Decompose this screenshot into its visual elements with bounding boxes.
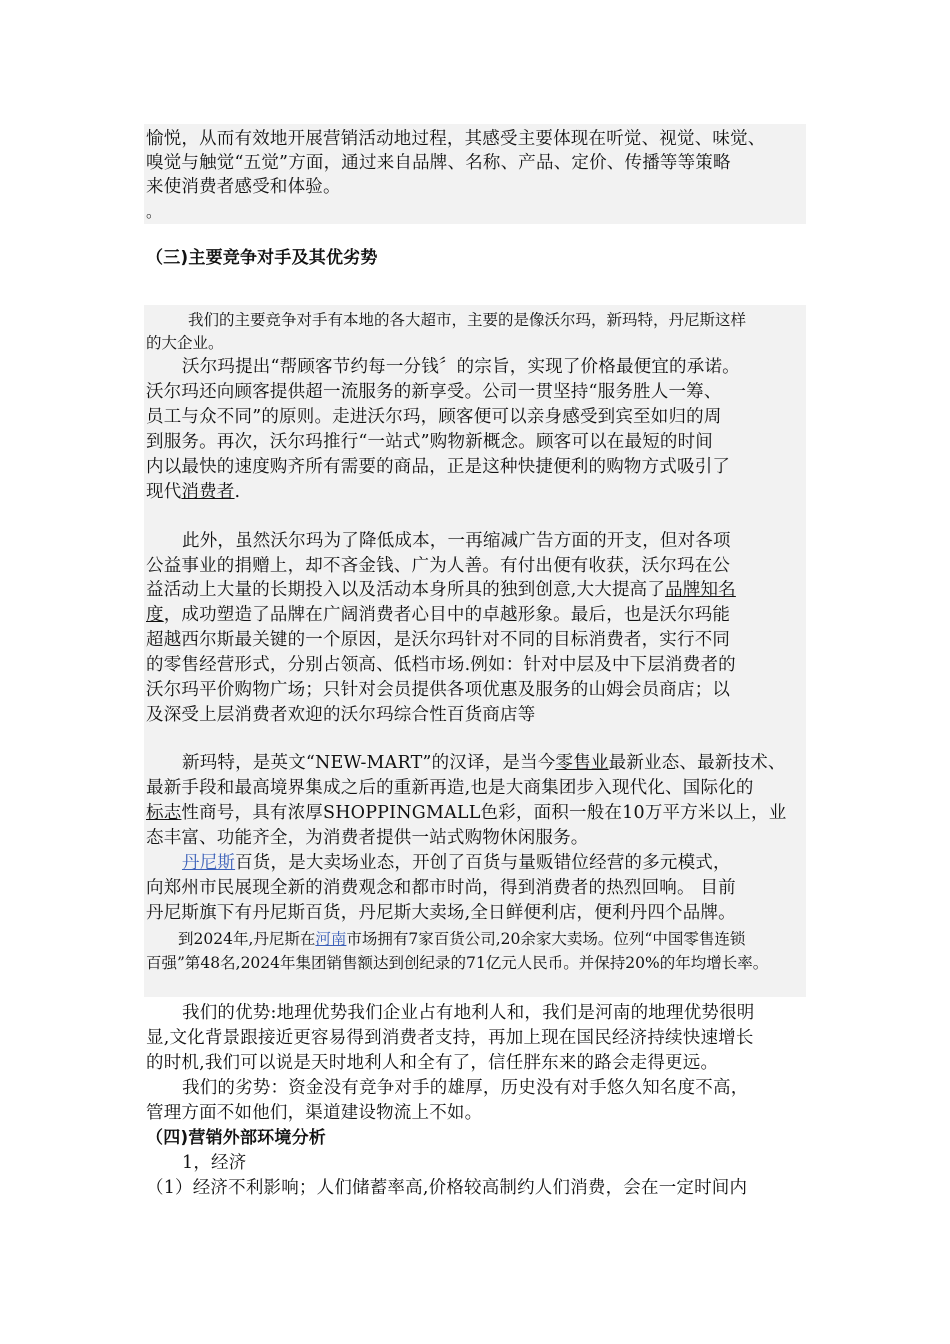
- walmart-text: .: [234, 482, 241, 502]
- disadvantages-line: 管理方面不如他们，渠道建设物流上不如。: [146, 1103, 483, 1123]
- dennis-text: 百货，是大卖场业态，开创了百货与量贩错位经营的多元模式，: [235, 853, 731, 873]
- walmart2-text: 益活动上大量的长期投入以及活动本身所具的独到创意,大大提高了: [146, 580, 666, 600]
- walmart2-line: 此外，虽然沃尔玛为了降低成本，一再缩减广告方面的开支，但对各项: [182, 531, 731, 551]
- economy-title: 1，经济: [182, 1153, 247, 1173]
- walmart-line: 沃尔玛提出“帮顾客节约每一分钱〞的宗旨，实现了价格最便宜的承诺。: [182, 357, 740, 377]
- walmart-line: [146, 480, 240, 504]
- walmart2-line: 及深受上层消费者欢迎的沃尔玛综合性百货商店等: [146, 705, 536, 725]
- newmart-text: 新玛特，是英文“NEW-MART”的汉译，是当今: [182, 753, 556, 773]
- logo-link[interactable]: 标志: [146, 803, 182, 823]
- newmart-line: 最新手段和最高境界集成之后的重新再造,也是大商集团步入现代化、国际化的: [146, 778, 754, 798]
- newmart-text: 性商号，具有浓厚SHOPPINGMALL色彩，面积一般在10万平方米以上，业: [181, 803, 787, 823]
- dennis-line: [178, 927, 745, 951]
- retail-link[interactable]: 零售业: [555, 753, 609, 773]
- newmart-text: 最新业态、最新技术、: [608, 753, 786, 773]
- advantages-line: 显,文化背景跟接近更容易得到消费者支持，再加上现在国民经济持续快速增长: [146, 1028, 754, 1048]
- brand-awareness-link[interactable]: 品牌知名: [665, 580, 736, 600]
- dennis-text: 市场拥有7家百货公司,20余家大卖场。位列“中国零售连锁: [346, 930, 746, 948]
- walmart2-line: 的零售经营形式，分别占领高、低档市场.例如：针对中层及中下层消费者的: [146, 655, 736, 675]
- section-heading-competitors: （三)主要竞争对手及其优劣势: [146, 248, 378, 268]
- competitors-intro-line: 我们的主要竞争对手有本地的各大超市，主要的是像沃尔玛，新玛特，丹尼斯这样: [188, 311, 747, 329]
- intro-line: 愉悦，从而有效地开展营销活动地过程，其感受主要体现在听觉、视觉、味觉、: [146, 129, 766, 149]
- henan-link[interactable]: 河南: [315, 930, 347, 948]
- walmart2-line: 沃尔玛平价购物广场；只针对会员提供各项优惠及服务的山姆会员商店；以: [146, 680, 731, 700]
- disadvantages-line: 我们的劣势：资金没有竞争对手的雄厚，历史没有对手悠久知名度不高，: [182, 1078, 749, 1098]
- walmart-line: 沃尔玛还向顾客提供超一流服务的新享受。公司一贯坚持“服务胜人一筹、: [146, 382, 722, 402]
- competitors-intro-line: 的大企业。: [146, 334, 224, 352]
- dennis-line: [182, 851, 731, 875]
- newmart-line: 态丰富、功能齐全，为消费者提供一站式购物休闲服务。: [146, 828, 589, 848]
- intro-line: 来使消费者感受和体验。: [146, 177, 341, 197]
- walmart-line: 员工与众不同”的原则。走进沃尔玛，顾客便可以亲身感受到宾至如归的周: [146, 407, 722, 427]
- walmart2-line: 超越西尔斯最关键的一个原因，是沃尔玛针对不同的目标消费者，实行不同: [146, 630, 731, 650]
- dennis-link[interactable]: 丹尼斯: [182, 853, 236, 873]
- newmart-line: [182, 751, 786, 775]
- advantages-line: 我们的优势:地理优势我们企业占有地利人和，我们是河南的地理优势很明: [182, 1003, 755, 1023]
- walmart-line: 到服务。再次，沃尔玛推行“一站式”购物新概念。顾客可以在最短的时间: [146, 432, 713, 452]
- walmart-text: 现代: [146, 482, 182, 502]
- dennis-line: 百强”第48名,2024年集团销售额达到创纪录的71亿元人民币。并保持20%的年均增长率。: [146, 954, 769, 972]
- consumer-link[interactable]: 消费者: [181, 482, 235, 502]
- economy-line: （1）经济不利影响；人们储蓄率高,价格较高制约人们消费，会在一定时间内: [146, 1178, 748, 1198]
- brand-awareness-link-cont[interactable]: 度: [146, 605, 164, 625]
- walmart2-line: [146, 603, 730, 627]
- walmart2-line: [146, 578, 736, 602]
- dennis-line: 向郑州市民展现全新的消费观念和都市时尚，得到消费者的热烈回响。 目前: [146, 878, 736, 898]
- walmart2-text: ，成功塑造了品牌在广阔消费者心目中的卓越形象。最后，也是沃尔玛能: [163, 605, 731, 625]
- intro-line: 。: [146, 203, 162, 221]
- walmart2-line: 公益事业的捐赠上，却不吝金钱、广为人善。有付出便有收获，沃尔玛在公: [146, 556, 731, 576]
- walmart-line: 内以最快的速度购齐所有需要的商品，正是这种快捷便利的购物方式吸引了: [146, 457, 731, 477]
- newmart-line: [146, 801, 786, 825]
- advantages-line: 的时机,我们可以说是天时地利人和全有了，信任胖东来的路会走得更远。: [146, 1053, 719, 1073]
- intro-line: 嗅觉与触觉“五觉”方面，通过来自品牌、名称、产品、定价、传播等等策略: [146, 153, 731, 173]
- section-heading-environment: （四)营销外部环境分析: [146, 1128, 326, 1148]
- dennis-text: 到2024年,丹尼斯在: [178, 930, 316, 948]
- dennis-line: 丹尼斯旗下有丹尼斯百货，丹尼斯大卖场,全日鲜便利店，便利丹四个品牌。: [146, 903, 736, 923]
